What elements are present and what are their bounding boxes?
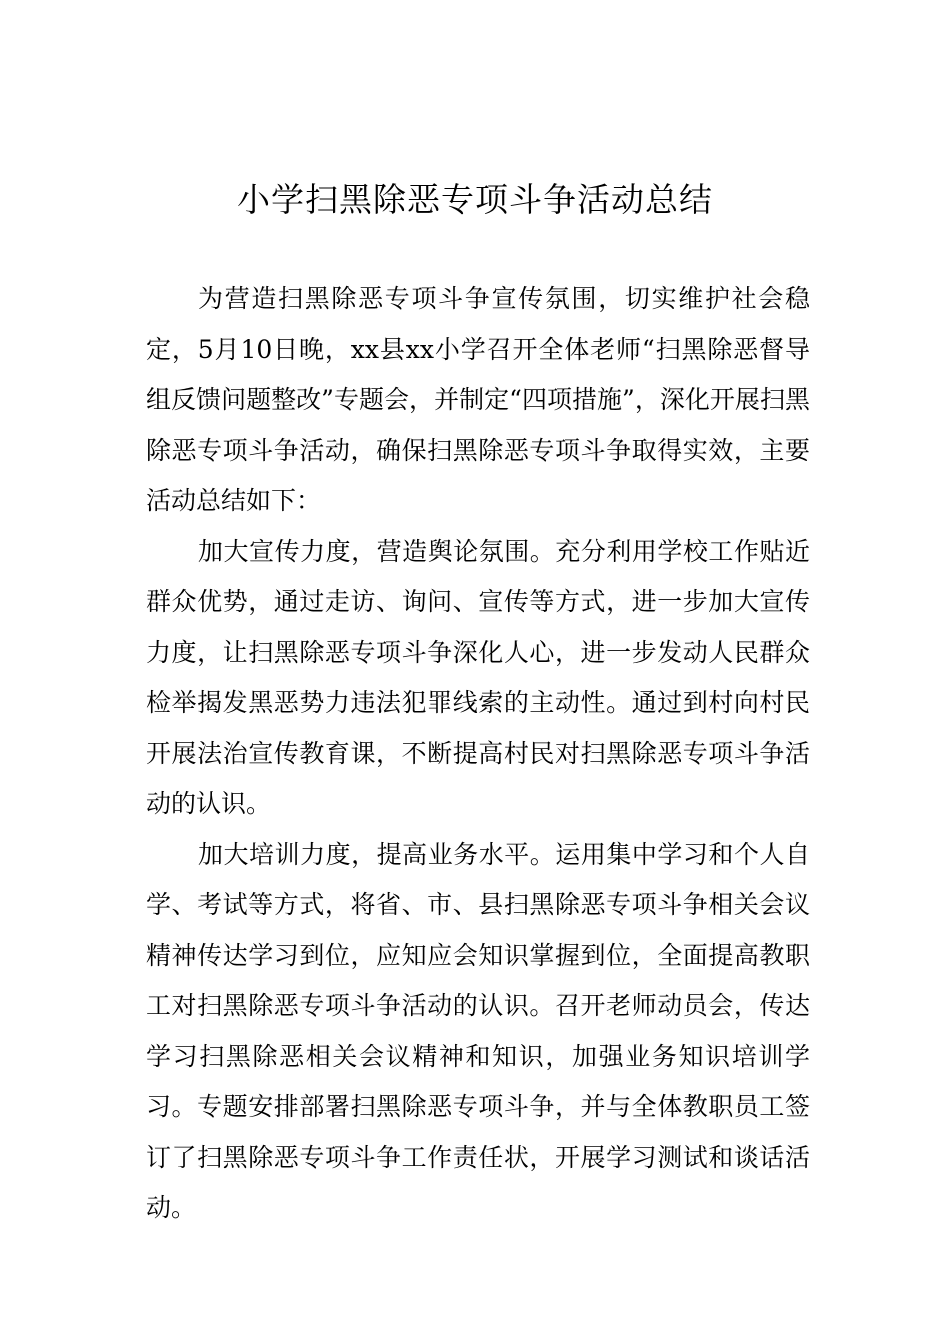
document-body — [146, 274, 810, 1234]
paragraph-publicity: 加大宣传力度，营造舆论氛围。充分利用学校工作贴近群众优势，通过走访、询问、宣传等方式，进一步加大宣传力度，让扫黑除恶专项斗争深化人心，进一步发动人民群众检举揭发黑恶势力违法犯罪线索的主动性。通过到村向村民开展法治宣传教育课，不断提高村民对扫黑除恶专项斗争活动的认识。 — [146, 536, 810, 818]
document-title: 小学扫黑除恶专项斗争活动总结 — [237, 180, 713, 219]
paragraph-intro: 为营造扫黑除恶专项斗争宣传氛围，切实维护社会稳定，5月10日晚，xx县xx小学召开全体老师“扫黑除恶督导组反馈问题整改”专题会，并制定“四项措施”，深化开展扫黑除恶专项斗争活动，确保扫黑除恶专项斗争取得实效，主要活动总结如下： — [146, 284, 810, 515]
paragraph-training: 加大培训力度，提高业务水平。运用集中学习和个人自学、考试等方式，将省、市、县扫黑除恶专项斗争相关会议精神传达学习到位，应知应会知识掌握到位，全面提高教职工对扫黑除恶专项斗争活动的认识。召开老师动员会，传达学习扫黑除恶相关会议精神和知识，加强业务知识培训学习。专题安排部署扫黑除恶专项斗争，并与全体教职员工签订了扫黑除恶专项斗争工作责任状，开展学习测试和谈话活动。 — [146, 839, 810, 1222]
